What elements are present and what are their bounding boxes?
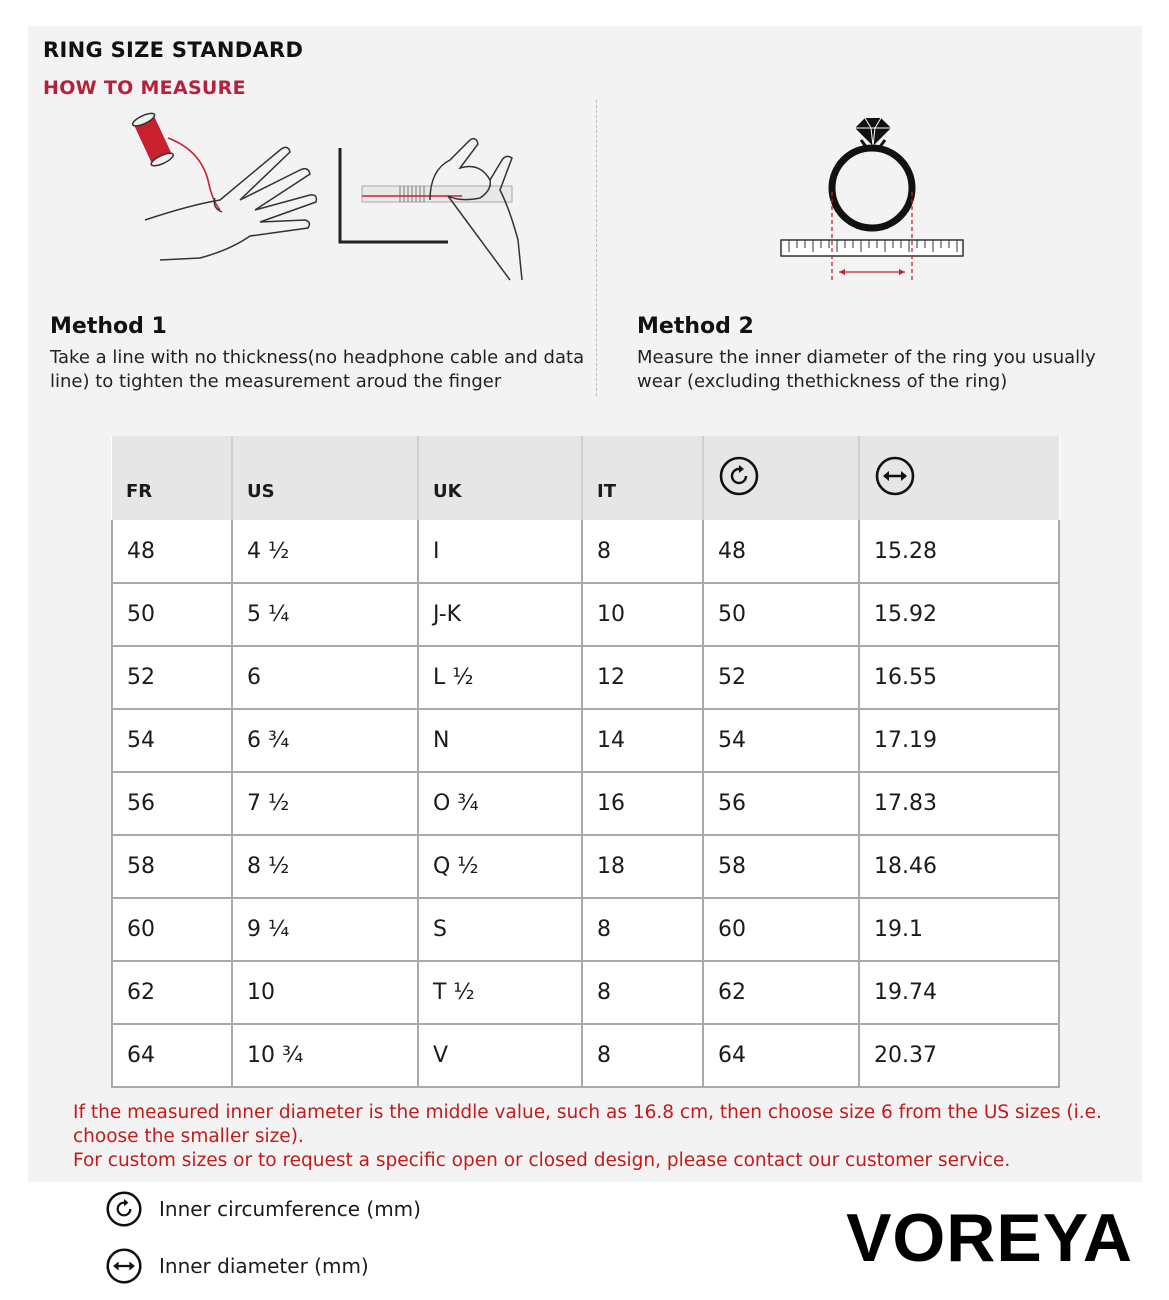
- cell-us: 7 ½: [232, 772, 418, 835]
- method-2-description: Measure the inner diameter of the ring you usually wear (excluding thethickness of the ring): [637, 347, 1096, 392]
- method-1-illustration: [130, 110, 530, 290]
- size-note: [73, 1101, 1123, 1173]
- cell-it: 16: [582, 772, 703, 835]
- legend-inner-diameter: [105, 1247, 369, 1285]
- cell-diameter: 15.28: [859, 520, 1059, 583]
- method-2-title: Method 2: [637, 314, 754, 339]
- table-row: [112, 646, 1059, 709]
- cell-circumference: 50: [703, 583, 859, 646]
- cell-uk: V: [418, 1024, 582, 1087]
- cell-us: 6 ¾: [232, 709, 418, 772]
- cell-us: 9 ¼: [232, 898, 418, 961]
- cell-us: 10: [232, 961, 418, 1024]
- size-note-line-1: If the measured inner diameter is the middle value, such as 16.8 cm, then choose size 6 from the US sizes (i.e. choose the smaller size).: [73, 1102, 1102, 1147]
- cell-diameter: 19.74: [859, 961, 1059, 1024]
- cell-diameter: 16.55: [859, 646, 1059, 709]
- cell-us: 4 ½: [232, 520, 418, 583]
- method-2-illustration: [775, 112, 970, 287]
- cell-diameter: 18.46: [859, 835, 1059, 898]
- page-subtitle: HOW TO MEASURE: [43, 77, 246, 99]
- inner-diameter-icon: [874, 455, 916, 497]
- cell-it: 18: [582, 835, 703, 898]
- inner-circumference-icon: [105, 1190, 143, 1228]
- header-uk: UK: [418, 436, 582, 520]
- cell-it: 8: [582, 961, 703, 1024]
- legend-inner-circumference: [105, 1190, 421, 1228]
- table-row: [112, 835, 1059, 898]
- cell-circumference: 62: [703, 961, 859, 1024]
- cell-circumference: 56: [703, 772, 859, 835]
- header-inner-circumference: [703, 436, 859, 520]
- cell-fr: 60: [112, 898, 232, 961]
- cell-us: 6: [232, 646, 418, 709]
- cell-diameter: 19.1: [859, 898, 1059, 961]
- cell-uk: O ¾: [418, 772, 582, 835]
- table-row: [112, 1024, 1059, 1087]
- method-1-description: Take a line with no thickness(no headphone cable and data line) to tighten the measurement aroud the finger: [50, 347, 585, 392]
- table-row: [112, 583, 1059, 646]
- cell-it: 8: [582, 520, 703, 583]
- cell-fr: 48: [112, 520, 232, 583]
- cell-us: 10 ¾: [232, 1024, 418, 1087]
- header-us: US: [232, 436, 418, 520]
- brand-logo: VOREYA: [846, 1200, 1133, 1276]
- cell-circumference: 52: [703, 646, 859, 709]
- cell-fr: 56: [112, 772, 232, 835]
- table-row: [112, 520, 1059, 583]
- cell-us: 8 ½: [232, 835, 418, 898]
- cell-uk: L ½: [418, 646, 582, 709]
- header-inner-diameter: [859, 436, 1059, 520]
- cell-circumference: 54: [703, 709, 859, 772]
- header-fr: FR: [112, 436, 232, 520]
- cell-uk: Q ½: [418, 835, 582, 898]
- cell-fr: 54: [112, 709, 232, 772]
- cell-fr: 58: [112, 835, 232, 898]
- table-row: [112, 709, 1059, 772]
- cell-circumference: 58: [703, 835, 859, 898]
- cell-uk: I: [418, 520, 582, 583]
- cell-diameter: 15.92: [859, 583, 1059, 646]
- cell-diameter: 17.83: [859, 772, 1059, 835]
- cell-diameter: 17.19: [859, 709, 1059, 772]
- cell-fr: 64: [112, 1024, 232, 1087]
- size-note-line-2: For custom sizes or to request a specific open or closed design, please contact our customer service.: [73, 1150, 1011, 1171]
- cell-it: 10: [582, 583, 703, 646]
- table-header-row: [112, 436, 1059, 520]
- cell-uk: N: [418, 709, 582, 772]
- table-row: [112, 961, 1059, 1024]
- cell-circumference: 64: [703, 1024, 859, 1087]
- header-it: IT: [582, 436, 703, 520]
- table-row: [112, 898, 1059, 961]
- cell-uk: J-K: [418, 583, 582, 646]
- table-row: [112, 772, 1059, 835]
- inner-circumference-icon: [718, 455, 760, 497]
- cell-fr: 62: [112, 961, 232, 1024]
- page-title: RING SIZE STANDARD: [43, 38, 304, 62]
- cell-it: 14: [582, 709, 703, 772]
- cell-it: 8: [582, 898, 703, 961]
- ring-size-table: [111, 436, 1060, 1088]
- cell-us: 5 ¼: [232, 583, 418, 646]
- column-divider: [596, 100, 597, 396]
- cell-circumference: 48: [703, 520, 859, 583]
- inner-diameter-icon: [105, 1247, 143, 1285]
- cell-fr: 50: [112, 583, 232, 646]
- cell-it: 12: [582, 646, 703, 709]
- cell-it: 8: [582, 1024, 703, 1087]
- cell-fr: 52: [112, 646, 232, 709]
- cell-diameter: 20.37: [859, 1024, 1059, 1087]
- cell-uk: S: [418, 898, 582, 961]
- legend-label: Inner circumference (mm): [159, 1197, 421, 1221]
- legend-label: Inner diameter (mm): [159, 1254, 369, 1278]
- method-1-title: Method 1: [50, 314, 167, 339]
- cell-uk: T ½: [418, 961, 582, 1024]
- cell-circumference: 60: [703, 898, 859, 961]
